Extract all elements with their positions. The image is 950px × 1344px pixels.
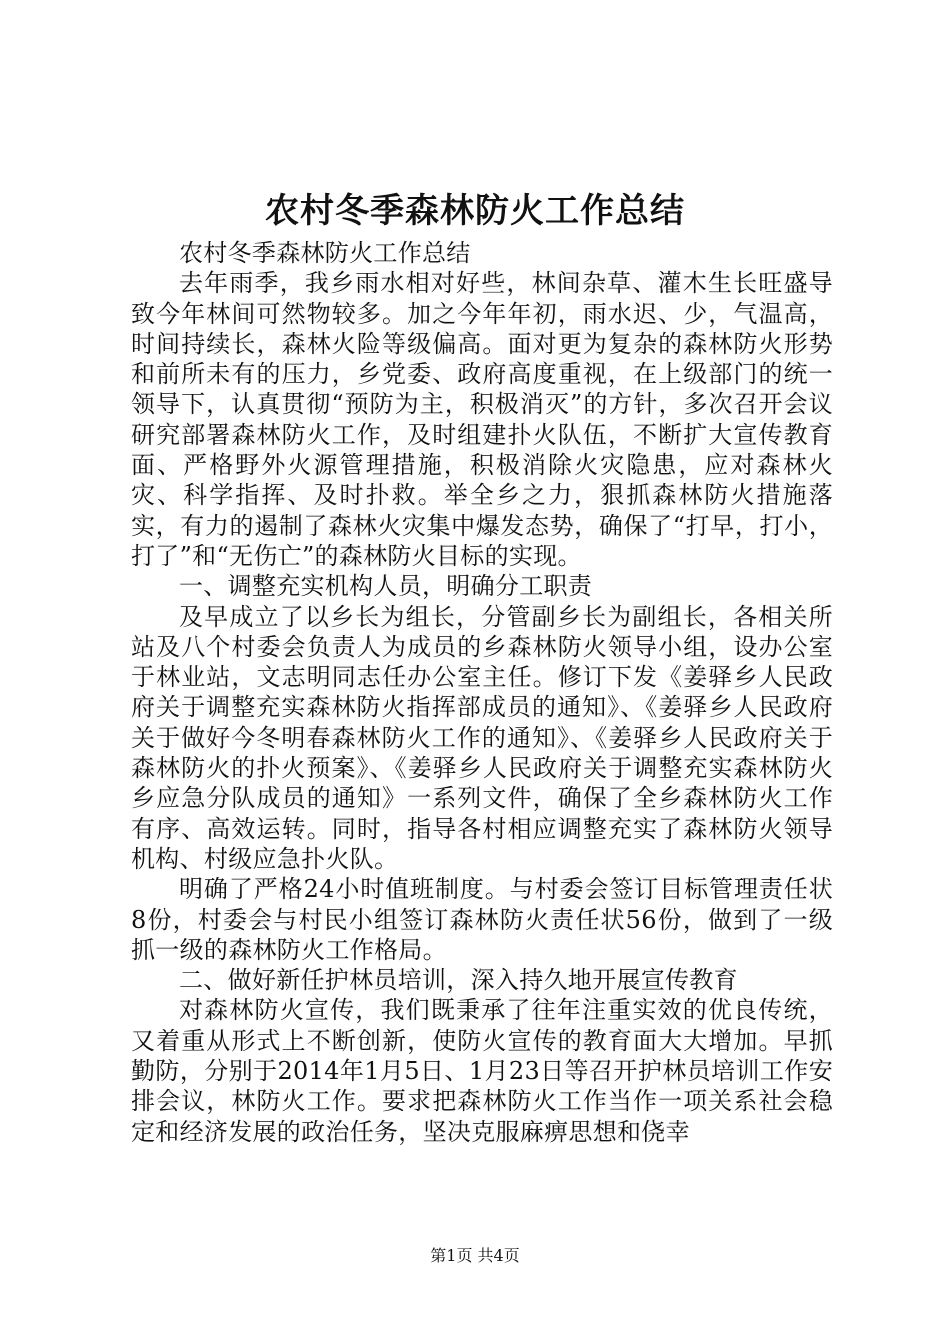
paragraph-subtitle: 农村冬季森林防火工作总结 <box>179 239 471 267</box>
page-footer: 第1页 共4页 <box>430 1246 520 1265</box>
document-title: 农村冬季森林防火工作总结 <box>265 191 685 231</box>
section-heading-1: 一、调整充实机构人员，明确分工职责 <box>179 572 593 601</box>
document-body <box>131 238 833 1147</box>
section-heading-2: 二、做好新任护林员培训，深入持久地开展宣传教育 <box>179 966 738 995</box>
paragraph-section-2: 对森林防火宣传，我们既秉承了往年注重实效的优良传统，又着重从形式上不断创新，使防火宣传的教育面大大增加。早抓勤防，分别于2014年1月5日、1月23日等召开护林员培训工作安排会议，林防火工作。要求把森林防火工作当作一项关系社会稳定和经济发展的政治任务，坚决克服麻痹思想和侥幸 <box>131 996 833 1146</box>
paragraph-duty-system: 明确了严格24小时值班制度。与村委会签订目标管理责任状8份，村委会与村民小组签订森林防火责任状56份，做到了一级抓一级的森林防火工作格局。 <box>131 875 833 964</box>
paragraph-intro: 去年雨季，我乡雨水相对好些，林间杂草、灌木生长旺盛导致今年林间可然物较多。加之今年年初，雨水迟、少，气温高，时间持续长，森林火险等级偏高。面对更为复杂的森林防火形势和前所未有的压力，乡党委、政府高度重视，在上级部门的统一领导下，认真贯彻“预防为主，积极消灭”的方针，多次召开会议研究部署森林防火工作，及时组建扑火队伍，不断扩大宣传教育面、严格野外火源管理措施，积极消除火灾隐患，应对森林火灾、科学指挥、及时扑救。举全乡之力，狠抓森林防火措施落实，有力的遏制了森林火灾集中爆发态势，确保了“打早，打小，打了”和“无伤亡”的森林防火目标的实现。 <box>131 269 833 570</box>
paragraph-section-1: 及早成立了以乡长为组长，分管副乡长为副组长，各相关所站及八个村委会负责人为成员的乡森林防火领导小组，设办公室于林业站，文志明同志任办公室主任。修订下发《姜驿乡人民政府关于调整充实森林防火指挥部成员的通知》、《姜驿乡人民政府关于做好今冬明春森林防火工作的通知》、《姜驿乡人民政府关于森林防火的扑火预案》、《姜驿乡人民政府关于调整充实森林防火乡应急分队成员的通知》一系列文件，确保了全乡森林防火工作有序、高效运转。同时，指导各村相应调整充实了森林防火领导机构、村级应急扑火队。 <box>131 602 833 873</box>
